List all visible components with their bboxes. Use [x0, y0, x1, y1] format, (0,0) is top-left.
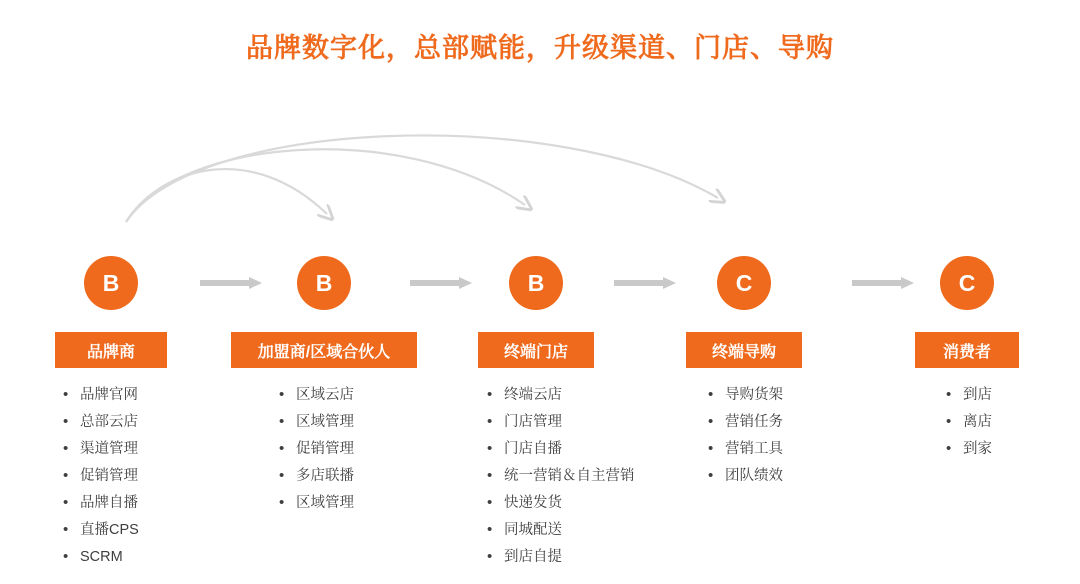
list-item: • 导购货架	[708, 382, 783, 409]
list-item: • 快递发货	[487, 490, 635, 517]
node-label-franchise[interactable]: 加盟商/区域合伙人	[231, 332, 417, 368]
list-item: • SCRM	[63, 544, 139, 571]
arc-brand-to-store-path	[126, 149, 525, 222]
node-column-brand[interactable]	[80, 256, 139, 565]
flow-arrow-4	[852, 277, 914, 289]
page-title: 品牌数字化，总部赋能，升级渠道、门店、导购	[246, 33, 834, 63]
node-label-store[interactable]: 终端门店	[478, 332, 594, 368]
node-items-guide	[708, 382, 783, 490]
list-item: • 营销任务	[708, 409, 783, 436]
list-item: • 促销管理	[63, 463, 139, 490]
list-item: • 离店	[946, 409, 992, 436]
list-item: • 总部云店	[63, 409, 139, 436]
list-item: • 到店自提	[487, 544, 635, 571]
list-item: • 到家	[946, 436, 992, 463]
node-label-brand[interactable]: 品牌商	[55, 332, 167, 368]
node-badge-franchise: B	[297, 256, 351, 310]
list-item: • 同城配送	[487, 517, 635, 544]
list-item: • 区域管理	[279, 409, 354, 436]
list-item: • 到店	[946, 382, 992, 409]
node-badge-guide: C	[717, 256, 771, 310]
node-label-consumer[interactable]: 消费者	[915, 332, 1019, 368]
list-item: • 品牌自播	[63, 490, 139, 517]
node-items-store	[487, 382, 635, 571]
node-items-brand	[63, 382, 139, 571]
flow-arrow-3	[614, 277, 676, 289]
list-item: • 区域云店	[279, 382, 354, 409]
list-item: • 团队绩效	[708, 463, 783, 490]
list-item: • 终端云店	[487, 382, 635, 409]
node-badge-brand: B	[84, 256, 138, 310]
list-item: • 区域管理	[279, 490, 354, 517]
list-item: • 多店联播	[279, 463, 354, 490]
node-column-consumer[interactable]	[940, 256, 994, 457]
node-column-franchise[interactable]	[257, 256, 391, 511]
list-item: • 促销管理	[279, 436, 354, 463]
list-item: • 营销工具	[708, 436, 783, 463]
list-item: • 门店管理	[487, 409, 635, 436]
list-item: • 统一营销＆自主营销	[487, 463, 635, 490]
arc-brand-to-franchise-path	[126, 169, 327, 222]
flow-arrow-1	[200, 277, 262, 289]
list-item: • 直播CPS	[63, 517, 139, 544]
list-item: • 门店自播	[487, 436, 635, 463]
node-items-franchise	[279, 382, 354, 517]
list-item: • 渠道管理	[63, 436, 139, 463]
node-column-store[interactable]	[503, 256, 635, 565]
flow-arrow-2	[410, 277, 472, 289]
node-badge-consumer: C	[940, 256, 994, 310]
node-column-guide[interactable]	[711, 256, 783, 484]
node-label-guide[interactable]: 终端导购	[686, 332, 802, 368]
node-badge-store: B	[509, 256, 563, 310]
arc-brand-to-guide-path	[126, 135, 718, 222]
list-item: • 品牌官网	[63, 382, 139, 409]
node-items-consumer	[946, 382, 992, 463]
